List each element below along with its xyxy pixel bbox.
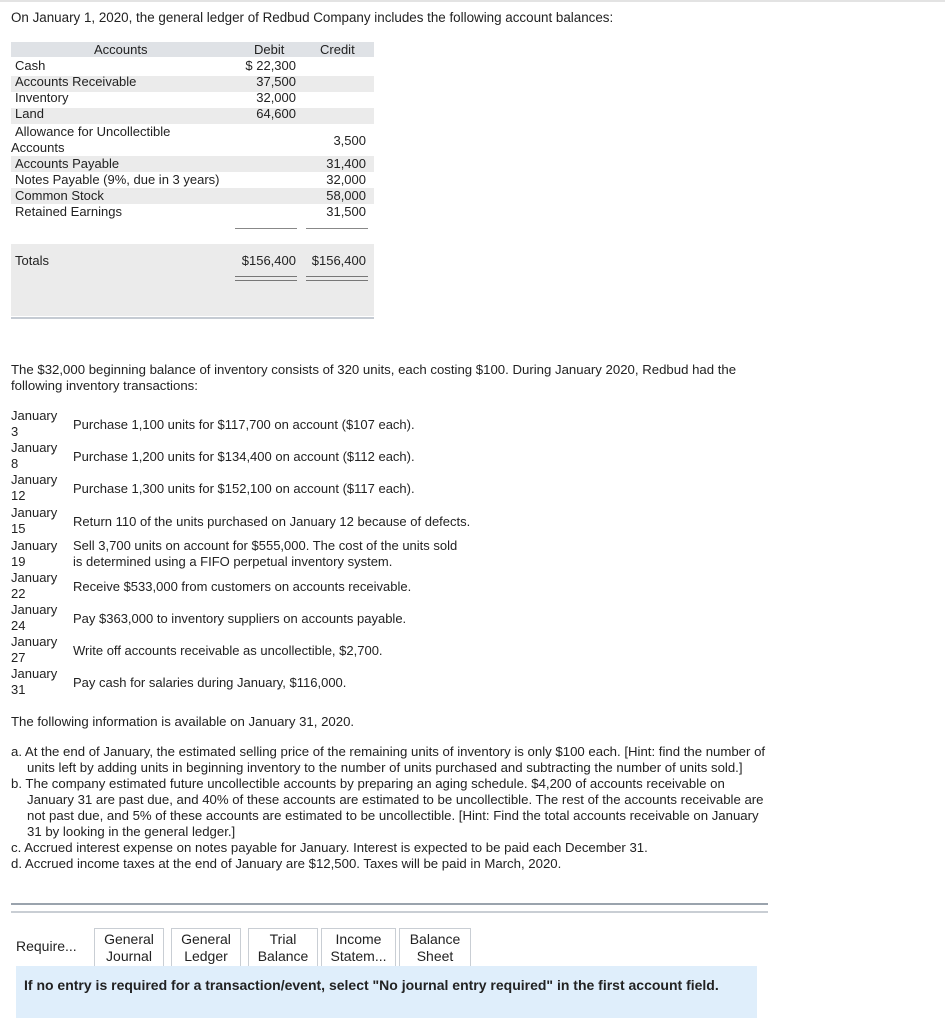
tab-balance-sheet[interactable]: Balance Sheet [399,928,471,966]
account-name: Common Stock [15,188,104,203]
table-row [11,188,374,204]
note-d: d. Accrued income taxes at the end of January are $12,500. Taxes will be paid in March, 2020. [11,856,562,871]
account-name: Accounts Payable [15,156,120,171]
table-header-row [11,42,374,57]
transaction-desc: Sell 3,700 units on account for $555,000. The cost of the units sold [73,538,458,553]
transaction-date: January 22 [11,570,58,601]
transaction-desc: Return 110 of the units purchased on January 12 because of defects. [73,514,471,529]
tab-income-statement[interactable]: Income Statem... [321,928,396,966]
instruction-banner: If no entry is required for a transaction/event, select "No journal entry required" in the first account field. [16,966,757,1018]
credit-value: 58,000 [326,188,366,203]
credit-value: 31,400 [326,156,366,171]
table-bottom-border [11,317,374,319]
transaction-desc: Pay $363,000 to inventory suppliers on accounts payable. [73,611,407,626]
transaction-desc: Purchase 1,100 units for $117,700 on account ($107 each). [73,417,415,432]
credit-value: 31,500 [326,204,366,219]
debit-value: $ 22,300 [245,58,296,73]
tab-general-ledger[interactable]: General Ledger [171,928,241,966]
account-name: Allowance for Uncollectible [15,124,171,139]
subtotal-underline [235,228,297,229]
subtotal-underline [306,228,368,229]
header-debit: Debit [254,42,285,57]
transaction-date: January 15 [11,505,58,536]
account-name: Cash [15,58,46,73]
adjustment-notes [11,744,766,872]
account-name: Land [15,106,44,121]
transaction-desc: Receive $533,000 from customers on accounts receivable. [73,579,412,594]
tab-general-journal[interactable]: General Journal [94,928,164,966]
table-row [11,106,374,122]
note-c: c. Accrued interest expense on notes payable for January. Interest is expected to be paid each December 31. [11,840,648,855]
table-row [11,156,374,172]
total-double-underline [235,280,297,281]
transaction-date: January 8 [11,440,58,471]
table-row [11,124,374,156]
total-double-underline [306,276,368,277]
table-row [11,172,374,188]
debit-value: 32,000 [256,90,296,105]
transaction-date: January 12 [11,472,58,503]
account-name: Inventory [15,90,69,105]
section-divider [11,903,768,905]
account-name: Accounts Receivable [15,74,137,89]
total-double-underline [235,276,297,277]
top-divider [0,0,945,2]
transaction-desc: Purchase 1,200 units for $134,400 on account ($112 each). [73,449,415,464]
account-name-cont: Accounts [11,140,65,155]
totals-row [11,253,374,269]
credit-value: 32,000 [326,172,366,187]
totals-debit: $156,400 [241,253,296,268]
transaction-date: January 19 [11,538,58,569]
transaction-date: January 3 [11,408,58,439]
transaction-date: January 31 [11,666,58,697]
total-double-underline [306,280,368,281]
header-accounts: Accounts [94,42,148,57]
intro-text: On January 1, 2020, the general ledger of Redbud Company includes the following account balances: [11,10,614,25]
transaction-desc: Purchase 1,300 units for $152,100 on account ($117 each). [73,481,415,496]
totals-label: Totals [15,253,49,268]
credit-value: 3,500 [333,133,366,148]
transaction-desc-cont: is determined using a FIFO perpetual inventory system. [73,554,393,569]
tab-trial-balance[interactable]: Trial Balance [248,928,318,966]
inventory-paragraph: The $32,000 beginning balance of inventory consists of 320 units, each costing $100. During January 2020, Redbud had the following inventory transactions: [11,362,737,393]
account-balances-table [11,42,374,323]
transaction-date: January 24 [11,602,58,633]
note-b: b. The company estimated future uncollectible accounts by preparing an aging schedule. $4,200 of accounts receivable on January 31 are past due, and 40% of these accounts are estimated to be uncollectible. The rest of the accounts receivable are not past due, and 5% of these accounts are estimated to be uncollectible. [Hint: Find the total accounts receivable on January 31 by looking in the general ledger.] [11,776,764,839]
required-label[interactable]: Require... [16,938,77,954]
info-heading: The following information is available on January 31, 2020. [11,714,355,729]
transaction-date: January 27 [11,634,58,665]
account-name: Retained Earnings [15,204,122,219]
section-divider [11,911,768,913]
transaction-desc: Pay cash for salaries during January, $116,000. [73,675,347,690]
table-row [11,74,374,90]
account-name: Notes Payable (9%, due in 3 years) [15,172,220,187]
note-a: a. At the end of January, the estimated selling price of the remaining units of inventory is only $100 each. [Hint: find the number of units left by adding units in beginning inventory to the number of units purchased and subtracting the number of units sold.] [11,744,766,775]
totals-credit: $156,400 [311,253,366,268]
table-row [11,204,374,220]
debit-value: 64,600 [256,106,296,121]
header-credit: Credit [320,42,355,57]
table-row [11,58,374,74]
transaction-desc: Write off accounts receivable as uncollectible, $2,700. [73,643,383,658]
table-row [11,90,374,106]
debit-value: 37,500 [256,74,296,89]
